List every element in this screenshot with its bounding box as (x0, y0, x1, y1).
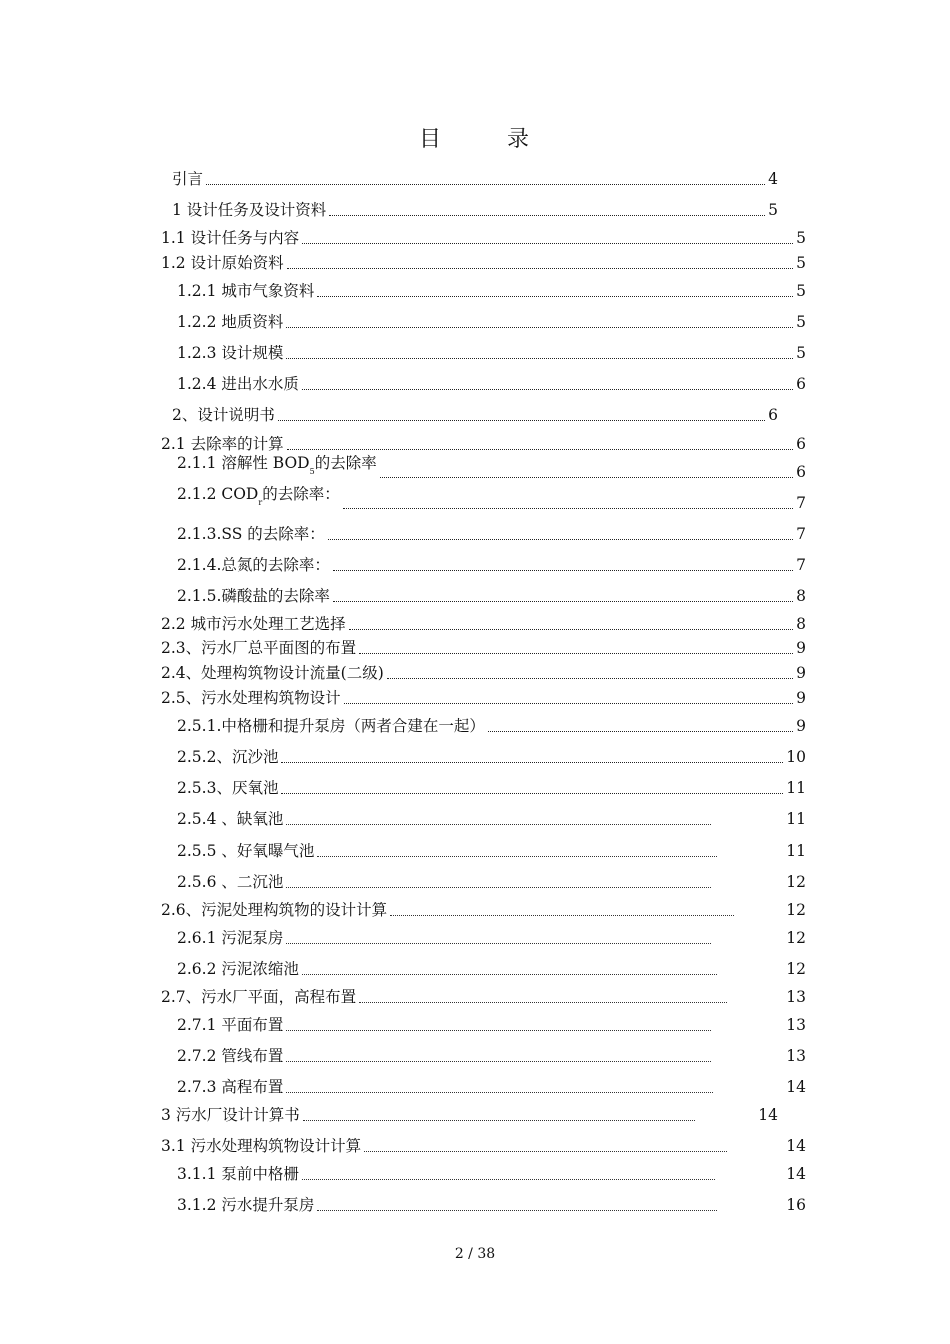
toc-entry-page: 12 (786, 873, 806, 891)
toc-entry-page: 5 (768, 201, 778, 219)
toc-entry-label: 2.7.2 管线布置 (177, 1047, 284, 1065)
toc-entry[interactable] (177, 485, 806, 514)
toc-entry[interactable] (161, 662, 806, 684)
toc-dot-leader (359, 1002, 727, 1003)
toc-entry-label: 1.2.3 设计规模 (177, 344, 284, 362)
toc-entry-page: 12 (786, 960, 806, 978)
toc-entry[interactable] (177, 342, 806, 364)
toc-entry[interactable] (177, 1045, 806, 1067)
toc-entry-label: 2.1.3.SS 的去除率： (177, 525, 325, 543)
toc-dot-leader (302, 243, 793, 244)
toc-entry-page: 16 (786, 1196, 806, 1214)
toc-entry-page: 11 (786, 810, 806, 828)
toc-entry-page: 8 (796, 615, 806, 633)
toc-entry-page: 14 (758, 1106, 778, 1124)
toc-entry[interactable] (177, 746, 806, 768)
toc-entry-label: 2.5.2、沉沙池 (177, 748, 279, 766)
toc-entry[interactable] (177, 715, 806, 737)
toc-title (0, 122, 950, 153)
toc-entry-page: 6 (796, 435, 806, 453)
toc-entry-label: 2.6.1 污泥泵房 (177, 929, 284, 947)
toc-entry[interactable] (177, 1014, 806, 1036)
toc-entry[interactable] (177, 1163, 806, 1185)
toc-entry-page: 9 (796, 689, 806, 707)
toc-dot-leader (287, 268, 794, 269)
toc-dot-leader (328, 539, 793, 540)
toc-entry[interactable] (172, 168, 778, 190)
toc-entry-label: 2.1.5.磷酸盐的去除率 (177, 587, 330, 605)
toc-dot-leader (349, 629, 794, 630)
toc-entry-label: 2.7、污水厂平面，高程布置 (161, 988, 357, 1006)
toc-dot-leader (488, 731, 793, 732)
toc-entry[interactable] (177, 585, 806, 607)
toc-dot-leader (344, 703, 793, 704)
toc-dot-leader (281, 762, 783, 763)
toc-entry-page: 6 (796, 375, 806, 393)
toc-entry-label: 1.2.1 城市气象资料 (177, 282, 315, 300)
toc-entry-page: 9 (796, 664, 806, 682)
toc-entry[interactable] (177, 871, 806, 893)
toc-entry-page: 14 (786, 1165, 806, 1183)
toc-entry-page: 5 (796, 344, 806, 362)
toc-entry[interactable] (177, 927, 806, 949)
toc-entry[interactable] (172, 199, 778, 221)
toc-entry[interactable] (177, 808, 806, 830)
toc-entry[interactable] (177, 311, 806, 333)
toc-dot-leader (286, 1061, 711, 1062)
toc-entry-label: 2.2 城市污水处理工艺选择 (161, 615, 346, 633)
toc-entry[interactable] (177, 554, 806, 576)
toc-dot-leader (329, 215, 765, 216)
toc-dot-leader (278, 420, 765, 421)
toc-entry[interactable] (161, 637, 806, 659)
toc-entry[interactable] (172, 404, 778, 426)
toc-entry[interactable] (177, 454, 806, 483)
toc-title-char-1: 目 (418, 127, 443, 152)
toc-entry[interactable] (177, 280, 806, 302)
toc-entry-label: 2.3、污水厂总平面图的布置 (161, 639, 357, 657)
toc-entry[interactable] (161, 1135, 806, 1157)
toc-entry-page: 12 (786, 901, 806, 919)
toc-entry[interactable] (177, 958, 806, 980)
toc-entry-label: 2.6.2 污泥浓缩池 (177, 960, 299, 978)
toc-dot-leader (364, 1151, 727, 1152)
toc-entry[interactable] (177, 777, 806, 799)
page-number-footer: 2 / 38 (454, 1246, 496, 1262)
toc-entry-label: 2.5.3、厌氧池 (177, 779, 279, 797)
toc-dot-leader (286, 1092, 713, 1093)
toc-dot-leader (286, 824, 711, 825)
toc-entry-page: 11 (786, 842, 806, 860)
toc-dot-leader (302, 974, 717, 975)
toc-entry-page: 14 (786, 1137, 806, 1155)
toc-entry-page: 13 (786, 1016, 806, 1034)
toc-entry-label: 2、设计说明书 (172, 406, 275, 424)
toc-dot-leader (302, 1179, 715, 1180)
toc-entry-page: 5 (796, 229, 806, 247)
toc-entry-label: 1.2 设计原始资料 (161, 254, 284, 272)
toc-dot-leader (206, 184, 765, 185)
toc-entry-page: 6 (768, 406, 778, 424)
toc-dot-leader (286, 358, 793, 359)
toc-dot-leader (286, 943, 711, 944)
toc-entry[interactable] (161, 252, 806, 274)
toc-entry-label: 2.5.6 、二沉池 (177, 873, 284, 891)
toc-entry-page: 5 (796, 254, 806, 272)
toc-entry-label: 2.1.2 $COD_r$的去除率： (177, 485, 340, 507)
toc-entry-label: 2.5.1.中格栅和提升泵房（两者合建在一起） (177, 717, 485, 735)
toc-dot-leader (286, 887, 711, 888)
toc-dot-leader (287, 449, 794, 450)
toc-entry[interactable] (161, 986, 806, 1008)
toc-entry-label: 2.6、污泥处理构筑物的设计计算 (161, 901, 388, 919)
toc-entry[interactable] (161, 687, 806, 709)
toc-entry-subscript: r (258, 498, 263, 507)
toc-entry-page: 7 (796, 494, 806, 512)
toc-entry-page: 9 (796, 717, 806, 735)
toc-dot-leader (333, 601, 793, 602)
toc-entry[interactable] (161, 613, 806, 635)
toc-entry-label: 2.1.1 溶解性 $BOD_5$的去除率 (177, 454, 377, 476)
toc-entry-label: 2.5、污水处理构筑物设计 (161, 689, 341, 707)
toc-dot-leader (286, 1030, 711, 1031)
toc-entry-label: 1 设计任务及设计资料 (172, 201, 327, 219)
toc-entry-subscript: 5 (309, 467, 315, 476)
toc-entry-page: 7 (796, 556, 806, 574)
toc-entry[interactable] (161, 899, 806, 921)
toc-entry-label: 3.1.2 污水提升泵房 (177, 1196, 315, 1214)
toc-entry-label: 3.1.1 泵前中格栅 (177, 1165, 299, 1183)
toc-dot-leader (317, 856, 717, 857)
toc-entry-page: 9 (796, 639, 806, 657)
toc-dot-leader (359, 653, 793, 654)
toc-title-char-2: 录 (507, 127, 532, 152)
toc-entry-label: 引言 (172, 170, 204, 188)
toc-entry-label: 2.1 去除率的计算 (161, 435, 284, 453)
toc-entry-page: 7 (796, 525, 806, 543)
toc-entry-label: 2.4、处理构筑物设计流量(二级) (161, 664, 384, 682)
toc-dot-leader (343, 508, 793, 509)
toc-entry[interactable] (177, 840, 806, 862)
toc-entry-label: 1.1 设计任务与内容 (161, 229, 300, 247)
toc-entry-page: 11 (786, 779, 806, 797)
toc-entry-page: 12 (786, 929, 806, 947)
toc-entry-label: 3.1 污水处理构筑物设计计算 (161, 1137, 362, 1155)
toc-entry-label: 2.7.3 高程布置 (177, 1078, 284, 1096)
toc-entry[interactable] (177, 1194, 806, 1216)
toc-dot-leader (286, 327, 793, 328)
toc-dot-leader (333, 570, 793, 571)
toc-entry-page: 13 (786, 1047, 806, 1065)
toc-dot-leader (302, 389, 793, 390)
toc-dot-leader (281, 793, 783, 794)
toc-entry-page: 5 (796, 282, 806, 300)
toc-entry-label: 2.5.5 、好氧曝气池 (177, 842, 315, 860)
toc-entry-page: 4 (768, 170, 778, 188)
toc-dot-leader (317, 1210, 717, 1211)
toc-entry-page: 8 (796, 587, 806, 605)
toc-dot-leader (380, 477, 793, 478)
toc-entry-page: 14 (786, 1078, 806, 1096)
toc-entry[interactable] (177, 373, 806, 395)
toc-entry-page: 10 (786, 748, 806, 766)
toc-entry-label: 3 污水厂设计计算书 (161, 1106, 300, 1124)
toc-dot-leader (390, 915, 734, 916)
toc-entry[interactable] (177, 523, 806, 545)
toc-dot-leader (387, 678, 793, 679)
toc-entry[interactable] (161, 1104, 778, 1126)
toc-dot-leader (303, 1120, 695, 1121)
toc-entry-page: 5 (796, 313, 806, 331)
toc-entry-label: 1.2.2 地质资料 (177, 313, 284, 331)
toc-entry-label: 2.7.1 平面布置 (177, 1016, 284, 1034)
toc-entry-label: 2.1.4.总氮的去除率： (177, 556, 330, 574)
toc-entry-label: 2.5.4 、缺氧池 (177, 810, 284, 828)
toc-entry[interactable] (161, 227, 806, 249)
toc-entry[interactable] (177, 1076, 806, 1098)
toc-entry-label: 1.2.4 进出水水质 (177, 375, 299, 393)
toc-dot-leader (317, 296, 793, 297)
toc-entry-page: 13 (786, 988, 806, 1006)
toc-entry-page: 6 (796, 463, 806, 481)
